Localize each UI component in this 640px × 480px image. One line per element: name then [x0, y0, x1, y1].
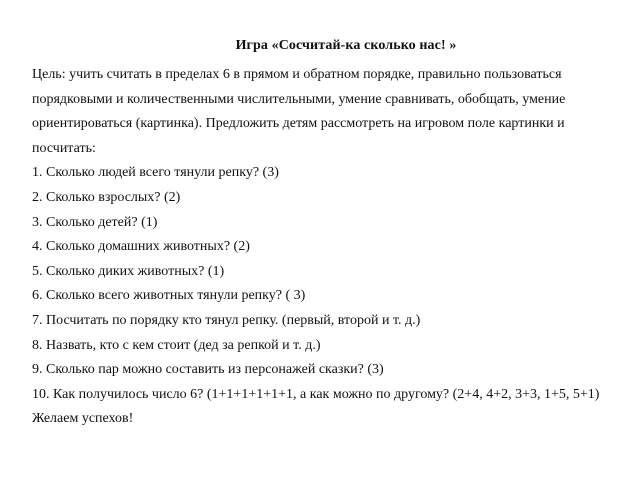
question-item: 2. Сколько взрослых? (2) [32, 189, 181, 205]
closing-line: Желаем успехов! [32, 411, 134, 427]
question-item: 8. Назвать, кто с кем стоит (дед за репкой и т. д.) [32, 337, 321, 353]
intro-line: порядковыми и количественными числительными, умение сравнивать, обобщать, умение [32, 91, 566, 107]
question-item: 1. Сколько людей всего тянули репку? (3) [32, 165, 279, 181]
question-item: 3. Сколько детей? (1) [32, 214, 158, 230]
question-item: 6. Сколько всего животных тянули репку? ( 3) [32, 288, 306, 304]
question-item: 7. Посчитать по порядку кто тянул репку. (первый, второй и т. д.) [32, 312, 421, 328]
intro-line: ориентироваться (картинка). Предложить детям рассмотреть на игровом поле картинки и [32, 116, 565, 132]
question-item: 4. Сколько домашних животных? (2) [32, 239, 250, 255]
document-title: Игра «Сосчитай-ка сколько нас! » [235, 38, 457, 53]
question-item: 10. Как получилось число 6? (1+1+1+1+1+1, а как можно по другому? (2+4, 4+2, 3+3, 1+5, 5+1) [32, 386, 600, 402]
document-body [32, 63, 632, 432]
question-item: 5. Сколько диких животных? (1) [32, 263, 225, 279]
intro-line: Цель: учить считать в пределах 6 в прямом и обратном порядке, правильно пользоваться [32, 67, 562, 82]
question-item: 9. Сколько пар можно составить из персонажей сказки? (3) [32, 362, 384, 378]
intro-line: посчитать: [32, 140, 96, 156]
